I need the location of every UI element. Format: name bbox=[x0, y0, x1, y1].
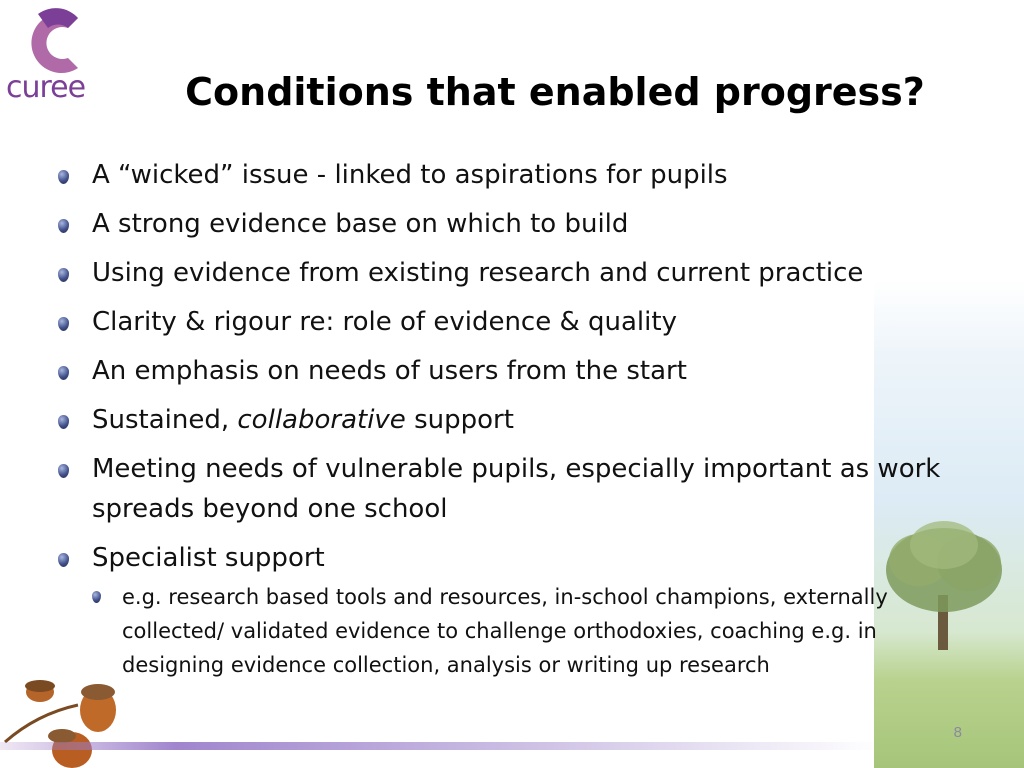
bullet-icon bbox=[58, 415, 69, 429]
slide-title: Conditions that enabled progress? bbox=[185, 70, 925, 114]
bullet-text: A strong evidence base on which to build bbox=[92, 209, 629, 239]
bullet-icon bbox=[58, 366, 69, 380]
bullet-item bbox=[58, 538, 958, 682]
bullet-icon bbox=[58, 219, 69, 233]
bullet-text: An emphasis on needs of users from the start bbox=[92, 356, 687, 386]
bullet-icon bbox=[58, 317, 69, 331]
bullet-icon bbox=[58, 553, 69, 567]
bullet-item bbox=[58, 155, 958, 195]
bullet-icon bbox=[58, 464, 69, 478]
bullet-icon bbox=[58, 268, 69, 282]
bullet-item bbox=[58, 351, 958, 391]
bullet-item bbox=[58, 204, 958, 244]
bullet-text-suffix: support bbox=[405, 405, 514, 435]
bullet-item bbox=[58, 400, 958, 440]
bullet-icon bbox=[58, 170, 69, 184]
sub-bullet-list bbox=[92, 580, 958, 682]
sub-bullet-text: e.g. research based tools and resources, in-school champions, externally collected/ validated evidence to challenge orthodoxies, coaching e.g. in designing evidence collection, analysis or writing up research bbox=[122, 585, 888, 677]
bullet-list bbox=[58, 155, 958, 691]
sub-bullet-icon bbox=[92, 591, 101, 603]
bullet-item bbox=[58, 302, 958, 342]
page-number: 8 bbox=[953, 724, 962, 741]
bullet-item bbox=[58, 253, 958, 293]
bullet-text: A “wicked” issue - linked to aspirations for pupils bbox=[92, 160, 728, 190]
sub-bullet-item bbox=[92, 580, 962, 682]
acorns-illustration bbox=[0, 670, 140, 768]
bullet-text-emphasis: collaborative bbox=[237, 405, 406, 435]
logo-text: curee bbox=[6, 70, 86, 105]
bullet-item bbox=[58, 449, 958, 529]
bullet-text: Using evidence from existing research and current practice bbox=[92, 258, 864, 288]
bullet-text: Specialist support bbox=[92, 543, 325, 573]
bullet-text-prefix: Sustained, bbox=[92, 405, 238, 435]
bullet-text: Meeting needs of vulnerable pupils, especially important as work spreads beyond one school bbox=[92, 454, 941, 524]
bullet-text: Clarity & rigour re: role of evidence & quality bbox=[92, 307, 677, 337]
bottom-divider bbox=[0, 742, 880, 750]
